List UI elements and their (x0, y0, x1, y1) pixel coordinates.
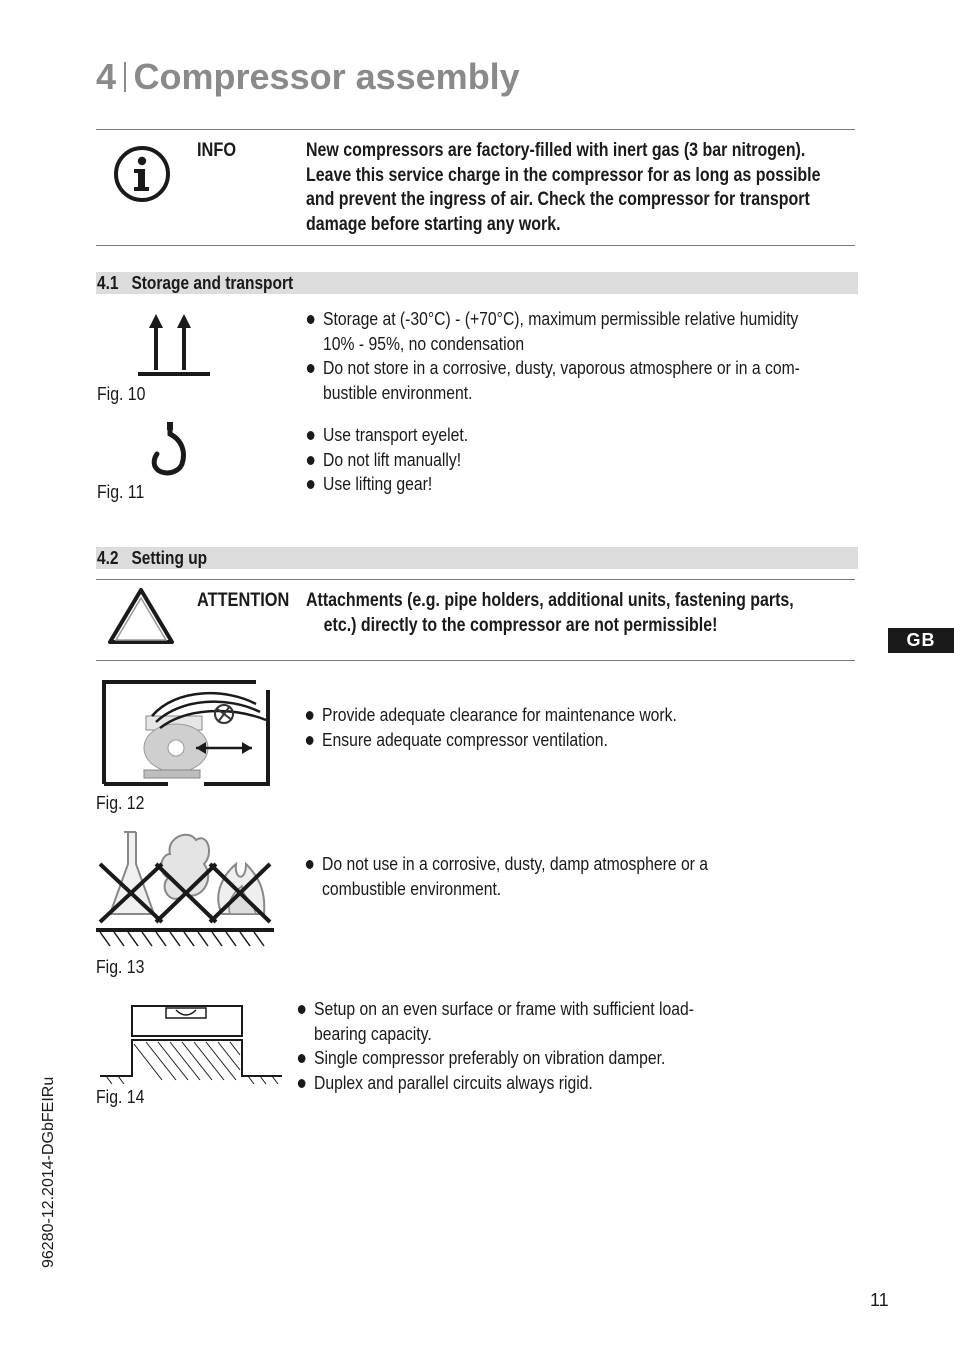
list-item-line: Setup on an even surface or frame with sufficient load- (314, 998, 694, 1019)
bullet (298, 1079, 306, 1088)
warning-triangle-icon (106, 586, 176, 651)
list-item-line: Do not lift manually! (323, 448, 462, 470)
attention-label: ATTENTION (197, 590, 290, 611)
list-item-line: combustible environment. (322, 877, 502, 899)
list-item (306, 307, 800, 356)
attention-line: Attachments (e.g. pipe holders, additional units, fastening parts, (306, 590, 794, 611)
info-icon (112, 144, 172, 209)
list-item-line: Single compressor preferably on vibration damper. (314, 1047, 666, 1068)
list-item-line: Provide adequate clearance for maintenance work. (322, 704, 677, 725)
prohibited-environment-illustration (96, 824, 276, 955)
fig14-label: Fig. 14 (96, 1087, 145, 1107)
list-item (306, 472, 468, 497)
list-item-line: 10% - 95%, no condensation (323, 332, 525, 354)
chapter-number: 4 (96, 56, 117, 97)
bullet (306, 736, 314, 745)
info-line: and prevent the ingress of air. Check the compressor for transport (306, 189, 810, 210)
title-separator (124, 62, 126, 92)
list-item-line: Do not use in a corrosive, dusty, damp atmosphere or a (322, 853, 709, 874)
attention-line: etc.) directly to the compressor are not permissible! (323, 614, 718, 636)
fig11-label: Fig. 11 (97, 482, 145, 502)
list-item-line: Use transport eyelet. (323, 424, 469, 445)
bullet (307, 315, 315, 324)
list-item-line: bearing capacity. (314, 1022, 432, 1044)
chapter-title-text: Compressor assembly (133, 56, 520, 97)
bullet (306, 711, 314, 720)
info-top-rule (96, 129, 855, 130)
list-item-line: Storage at (-30°C) - (+70°C), maximum permissible relative humidity (323, 308, 799, 329)
level-surface-illustration (98, 1000, 284, 1089)
info-bottom-rule (96, 245, 855, 246)
list-item-line: Use lifting gear! (323, 473, 433, 494)
fig14-list (297, 997, 694, 1095)
page-number: 11 (870, 1290, 889, 1310)
list-item-line: Ensure adequate compressor ventilation. (322, 728, 608, 750)
list-item-line: Duplex and parallel circuits always rigid. (314, 1071, 593, 1093)
list-item (297, 1046, 694, 1071)
document-code: 96280-12.2014-DGbFEIRu (40, 1076, 57, 1268)
info-line: damage before starting any work. (306, 213, 561, 235)
list-item (305, 703, 677, 728)
attention-bottom-rule (96, 660, 855, 661)
list-item (306, 356, 800, 405)
section-heading-setup (96, 547, 858, 569)
list-item-line: bustible environment. (323, 381, 473, 403)
bullet (298, 1005, 306, 1014)
fig12-list (305, 703, 677, 752)
info-line: New compressors are factory-filled with inert gas (3 bar nitrogen). (306, 140, 806, 161)
this-way-up-icon (136, 312, 212, 385)
list-item (306, 423, 468, 448)
language-tab: GB (888, 628, 954, 653)
list-item (306, 448, 468, 473)
bullet (307, 431, 315, 440)
section-title: Setting up (131, 548, 208, 568)
fig13-list (305, 852, 708, 901)
section-heading-storage (96, 272, 858, 294)
section-number: 4.2 (97, 548, 119, 568)
bullet (298, 1054, 306, 1063)
lifting-hook-icon (148, 420, 192, 485)
info-text (306, 139, 820, 237)
info-label: INFO (197, 140, 237, 161)
list-item (305, 728, 677, 753)
fig10-list (306, 307, 800, 405)
fig10-label: Fig. 10 (97, 384, 146, 404)
info-line: Leave this service charge in the compressor for as long as possible (306, 164, 821, 186)
bullet (307, 456, 315, 465)
attention-text (306, 589, 794, 638)
bullet (306, 860, 314, 869)
bullet (307, 364, 315, 373)
list-item (297, 997, 694, 1046)
section-title: Storage and transport (131, 273, 294, 293)
bullet (307, 480, 315, 489)
fig13-label: Fig. 13 (96, 957, 145, 977)
fig11-list (306, 423, 468, 497)
ventilation-clearance-illustration (96, 678, 276, 793)
chapter-title (96, 56, 520, 98)
list-item-line: Do not store in a corrosive, dusty, vaporous atmosphere or in a com- (323, 357, 800, 378)
fig12-label: Fig. 12 (96, 793, 145, 813)
section-number: 4.1 (97, 273, 119, 293)
attention-top-rule (96, 579, 855, 580)
list-item (305, 852, 708, 901)
list-item (297, 1071, 694, 1096)
